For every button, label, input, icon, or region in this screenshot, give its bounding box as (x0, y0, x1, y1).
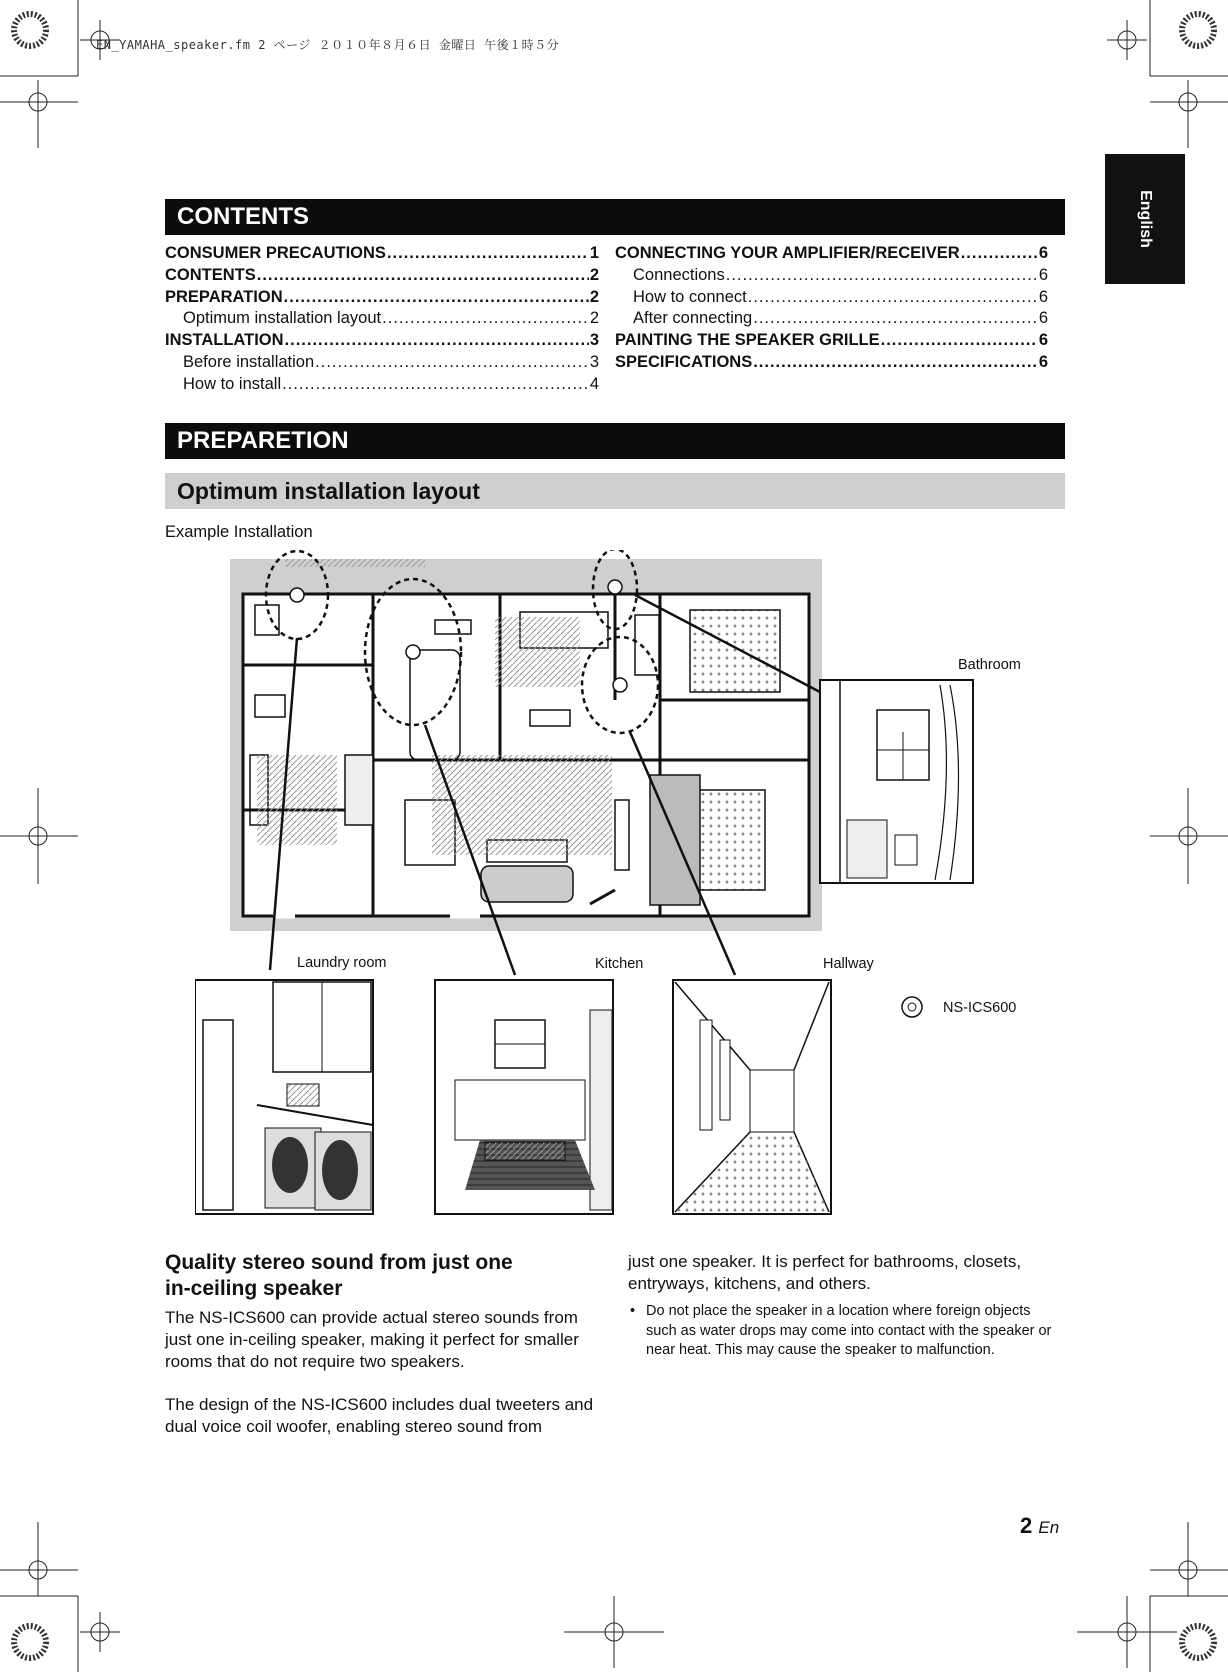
toc-entry (165, 309, 599, 331)
toc-entry-page: 2 (589, 287, 599, 306)
toc-right-column (615, 244, 1048, 375)
toc-entry (615, 266, 1048, 288)
toc-entry-title: PAINTING THE SPEAKER GRILLE (615, 331, 880, 350)
toc-entry-page: 2 (589, 265, 599, 284)
label-kitchen: Kitchen (595, 956, 644, 972)
toc-entry-title: INSTALLATION (165, 331, 284, 350)
toc-entry-page: 4 (589, 374, 599, 393)
laundry-illustration (195, 980, 373, 1214)
toc-leader-dots (284, 288, 589, 307)
legend-speaker-icon (902, 997, 922, 1017)
toc-entry-page: 6 (1038, 244, 1048, 262)
toc-entry-page: 6 (1038, 309, 1048, 328)
toc-leader-dots (257, 266, 589, 285)
toc-entry-title: CONNECTING YOUR AMPLIFIER/RECEIVER (615, 244, 960, 262)
toc-entry-page: 1 (589, 244, 599, 262)
toc-entry-title: PREPARATION (165, 287, 283, 306)
toc-entry (615, 331, 1048, 353)
quality-section-title: Quality stereo sound from just one in-ceiling speaker (165, 1251, 513, 1300)
toc-entry (165, 244, 599, 266)
speaker-marker-laundry (290, 588, 304, 602)
toc-leader-dots (726, 266, 1038, 285)
quality-paragraph-3: just one speaker. It is perfect for bathrooms, closets, entryways, kitchens, and others. (628, 1252, 1022, 1293)
toc-entry-title: Connections (633, 265, 725, 284)
toc-entry-page: 6 (1038, 352, 1048, 371)
installation-figure (195, 550, 1075, 1240)
toc-entry (165, 266, 599, 288)
label-bathroom: Bathroom (958, 657, 1021, 673)
speaker-marker-hallway (613, 678, 627, 692)
toc-entry (165, 353, 599, 375)
toc-entry-title: Optimum installation layout (183, 309, 382, 328)
toc-leader-dots (753, 309, 1038, 328)
language-tab (1105, 154, 1185, 284)
toc-entry (615, 309, 1048, 331)
speaker-marker-kitchen (406, 645, 420, 659)
preparation-heading: PREPARETION (165, 423, 1065, 459)
hallway-illustration (673, 980, 831, 1214)
page-number: 2 En (1020, 1513, 1060, 1538)
toc-entry-title: CONTENTS (165, 265, 256, 284)
bathroom-illustration (820, 680, 973, 883)
toc-leader-dots (315, 353, 589, 372)
toc-entry-title: How to connect (633, 287, 747, 306)
label-laundry-room: Laundry room (297, 955, 387, 971)
toc-entry-page: 3 (589, 331, 599, 350)
toc-leader-dots (382, 309, 589, 328)
contents-heading: CONTENTS (165, 199, 1065, 235)
quality-paragraph-2: The design of the NS-ICS600 includes dual tweeters and dual voice coil woofer, enabling stereo sound from (165, 1395, 594, 1436)
toc-leader-dots (387, 244, 589, 263)
caution-bullet: • Do not place the speaker in a location where foreign objects such as water drops may come into contact with the speaker or near heat. This may cause the speaker to malfunction. (628, 1302, 1064, 1361)
toc-entry (165, 331, 599, 353)
toc-entry (615, 353, 1048, 375)
label-legend-model: NS-ICS600 (943, 1000, 1017, 1016)
toc-entry-title: CONSUMER PRECAUTIONS (165, 244, 386, 262)
print-file-header: EN_YAMAHA_speaker.fm 2 ページ ２０１０年８月６日 金曜日 午後１時５分 (96, 38, 560, 52)
toc-entry-page: 2 (589, 309, 599, 328)
toc-entry-page: 3 (589, 352, 599, 371)
toc-entry-title: Before installation (183, 352, 315, 371)
figure-caption: Example Installation (165, 523, 313, 541)
quality-paragraph-1: The NS-ICS600 can provide actual stereo sounds from just one in-ceiling speaker, making it perfect for smaller rooms that do not require two speakers. (165, 1308, 579, 1371)
toc-entry (165, 375, 599, 397)
toc-entry (615, 288, 1048, 310)
toc-entry-title: After connecting (633, 309, 753, 328)
toc-entry (165, 288, 599, 310)
toc-leader-dots (282, 375, 589, 394)
toc-entry-page: 6 (1038, 265, 1048, 284)
optimum-layout-subheading: Optimum installation layout (165, 473, 1065, 509)
toc-leader-dots (285, 331, 589, 350)
toc-leader-dots (748, 288, 1038, 307)
toc-entry-page: 6 (1038, 287, 1048, 306)
toc-leader-dots (961, 244, 1038, 263)
speaker-marker-bathroom (608, 580, 622, 594)
toc-entry-title: How to install (183, 374, 282, 393)
language-tab-label: English (1137, 190, 1154, 248)
kitchen-illustration (435, 980, 613, 1214)
toc-entry-page: 6 (1038, 331, 1048, 350)
toc-entry-title: SPECIFICATIONS (615, 352, 753, 371)
label-hallway: Hallway (823, 956, 874, 972)
toc-left-column (165, 244, 599, 397)
toc-leader-dots (753, 353, 1038, 372)
toc-leader-dots (881, 331, 1038, 350)
toc-entry (615, 244, 1048, 266)
